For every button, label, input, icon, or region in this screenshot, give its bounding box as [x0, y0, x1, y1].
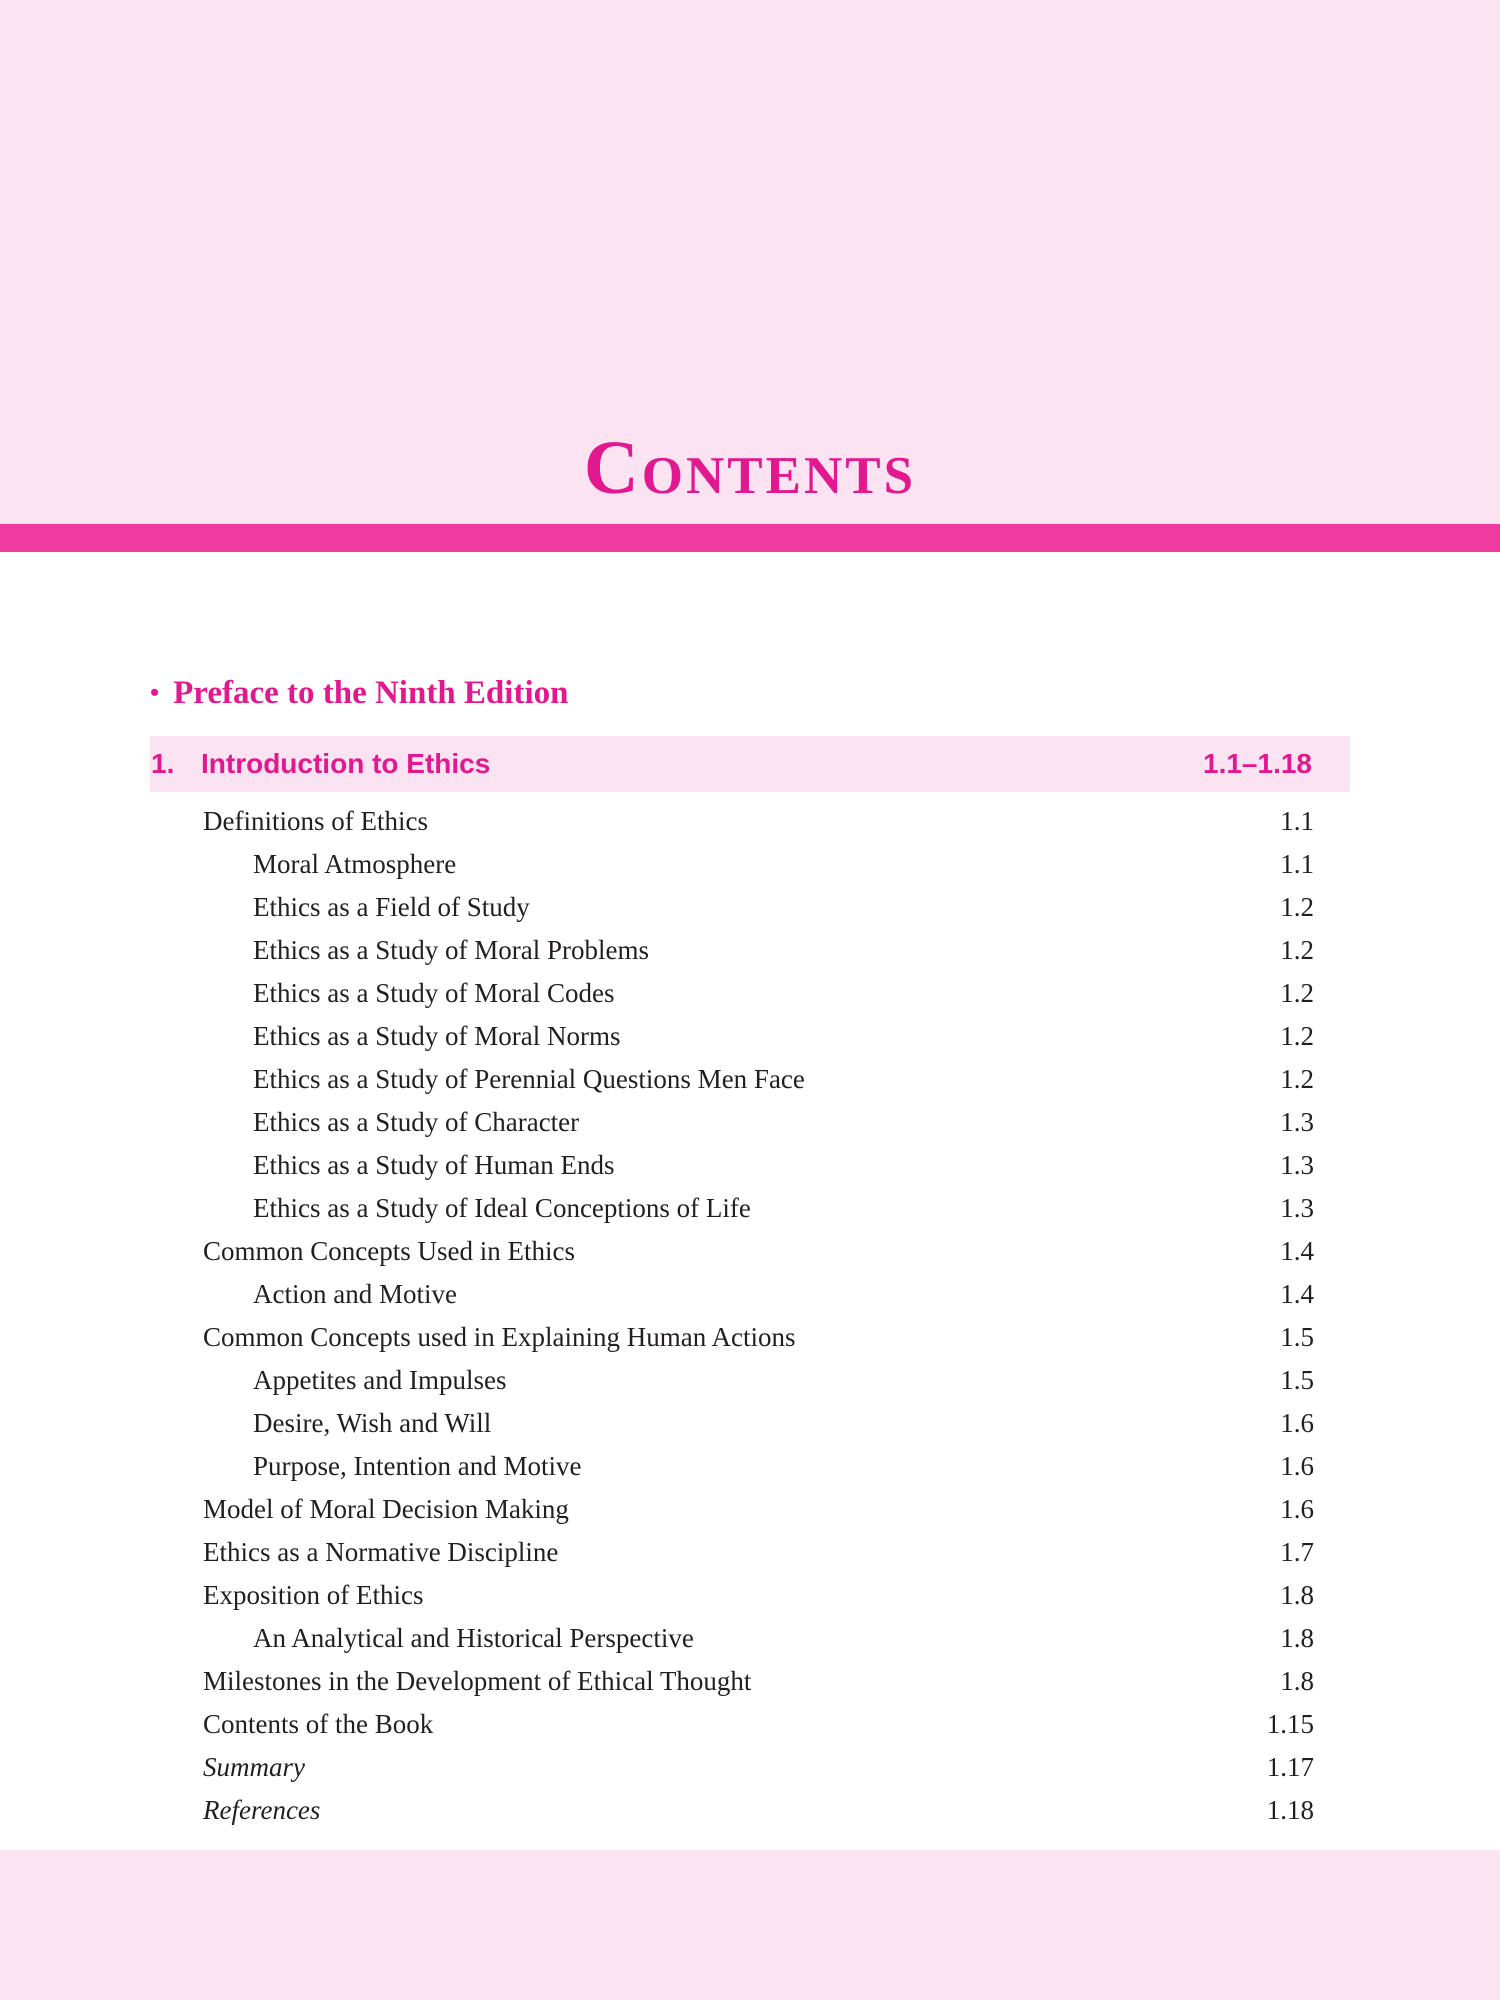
toc-entry[interactable]	[150, 1445, 1314, 1488]
toc-entry-page: 1.2	[1280, 978, 1314, 1008]
toc-entry[interactable]	[150, 1316, 1314, 1359]
chapter-page-range: 1.1–1.18	[1203, 748, 1312, 779]
toc-entry-label: Common Concepts Used in Ethics	[203, 1236, 575, 1266]
toc-entry-page: 1.7	[1280, 1537, 1314, 1567]
toc-entry[interactable]	[150, 1273, 1314, 1316]
toc-entry[interactable]	[150, 1058, 1314, 1101]
toc-entry-label: Ethics as a Study of Moral Codes	[253, 978, 615, 1008]
toc-entry[interactable]	[150, 1101, 1314, 1144]
toc-entry-label: Moral Atmosphere	[253, 849, 457, 879]
toc-entry[interactable]	[150, 1359, 1314, 1402]
toc-entry[interactable]	[150, 929, 1314, 972]
toc-entry-label: Ethics as a Study of Ideal Conceptions of Life	[253, 1193, 751, 1223]
toc-entry-page: 1.8	[1280, 1580, 1314, 1610]
toc-entry-page: 1.6	[1280, 1494, 1314, 1524]
toc-entry-page: 1.8	[1280, 1666, 1314, 1696]
toc-entry-page: 1.3	[1280, 1193, 1314, 1223]
toc-entry-page: 1.4	[1280, 1236, 1314, 1266]
bullet-icon: •	[150, 678, 160, 707]
toc-entry[interactable]	[150, 1617, 1314, 1660]
toc-entry-label: Ethics as a Study of Moral Problems	[253, 935, 649, 965]
toc-entry-label: Desire, Wish and Will	[253, 1408, 492, 1438]
toc-entry-label: Model of Moral Decision Making	[203, 1494, 569, 1524]
toc-entry-page: 1.15	[1266, 1709, 1314, 1739]
toc-entry-label: Ethics as a Normative Discipline	[203, 1537, 559, 1567]
toc-entry[interactable]	[150, 1230, 1314, 1273]
toc-entry-page: 1.3	[1280, 1150, 1314, 1180]
toc-entry[interactable]	[150, 1789, 1314, 1832]
toc-chapter-1[interactable]	[150, 736, 1350, 792]
toc-entry-label: Milestones in the Development of Ethical Thought	[203, 1666, 752, 1696]
toc-entry[interactable]	[150, 1187, 1314, 1230]
toc-entry-page: 1.6	[1280, 1451, 1314, 1481]
toc-entry-page: 1.2	[1280, 892, 1314, 922]
toc-entry-label: Appetites and Impulses	[253, 1365, 507, 1395]
preface-label: Preface to the Ninth Edition	[173, 674, 569, 711]
toc-entry[interactable]	[150, 1402, 1314, 1445]
toc-entry[interactable]	[150, 1488, 1314, 1531]
toc-entry[interactable]	[150, 1015, 1314, 1058]
toc-entry-label: Exposition of Ethics	[203, 1580, 424, 1610]
toc-entry-page: 1.2	[1280, 1064, 1314, 1094]
toc-entry-label: Ethics as a Study of Human Ends	[253, 1150, 615, 1180]
page-title: Contents	[583, 426, 917, 510]
toc-entry[interactable]	[150, 800, 1314, 843]
toc-entry-label: Ethics as a Study of Character	[253, 1107, 580, 1137]
toc-entry[interactable]	[150, 1144, 1314, 1187]
toc-entry-page: 1.18	[1266, 1795, 1314, 1825]
toc-entry[interactable]	[150, 1574, 1314, 1617]
toc-entry-label: Definitions of Ethics	[203, 806, 428, 836]
footer-band	[0, 1850, 1500, 2000]
toc-entry[interactable]	[150, 1660, 1314, 1703]
toc-entry-page: 1.1	[1280, 849, 1314, 879]
toc-entry-page: 1.4	[1280, 1279, 1314, 1309]
toc-entry[interactable]	[150, 1746, 1314, 1789]
toc-entry-label: Ethics as a Field of Study	[253, 892, 530, 922]
chapter-title: Introduction to Ethics	[201, 748, 491, 779]
toc-entries	[150, 800, 1314, 1832]
toc-entry-label: An Analytical and Historical Perspective	[253, 1623, 694, 1653]
toc-preface-entry[interactable]	[150, 668, 568, 718]
toc-entry-label: Contents of the Book	[203, 1709, 434, 1739]
toc-entry[interactable]	[150, 1531, 1314, 1574]
toc-entry-page: 1.2	[1280, 1021, 1314, 1051]
toc-entry-label: Action and Motive	[253, 1279, 457, 1309]
toc-entry[interactable]	[150, 886, 1314, 929]
chapter-number: 1.	[151, 748, 175, 779]
toc-entry[interactable]	[150, 972, 1314, 1015]
toc-entry-page: 1.5	[1280, 1322, 1314, 1352]
toc-entry-label: Common Concepts used in Explaining Human Actions	[203, 1322, 796, 1352]
toc-entry-page: 1.5	[1280, 1365, 1314, 1395]
toc-entry[interactable]	[150, 1703, 1314, 1746]
toc-entry-label: Purpose, Intention and Motive	[253, 1451, 582, 1481]
toc-entry-label: Ethics as a Study of Moral Norms	[253, 1021, 621, 1051]
toc-entry-page: 1.1	[1280, 806, 1314, 836]
toc-entry-page: 1.17	[1266, 1752, 1314, 1782]
title-divider	[0, 524, 1500, 552]
toc-entry-page: 1.2	[1280, 935, 1314, 965]
toc-entry-page: 1.3	[1280, 1107, 1314, 1137]
toc-entry[interactable]	[150, 843, 1314, 886]
toc-entry-label: Ethics as a Study of Perennial Questions Men Face	[253, 1064, 805, 1094]
toc-entry-page: 1.6	[1280, 1408, 1314, 1438]
toc-entry-label: Summary	[203, 1752, 305, 1782]
toc-entry-page: 1.8	[1280, 1623, 1314, 1653]
toc-entry-label: References	[203, 1795, 321, 1825]
